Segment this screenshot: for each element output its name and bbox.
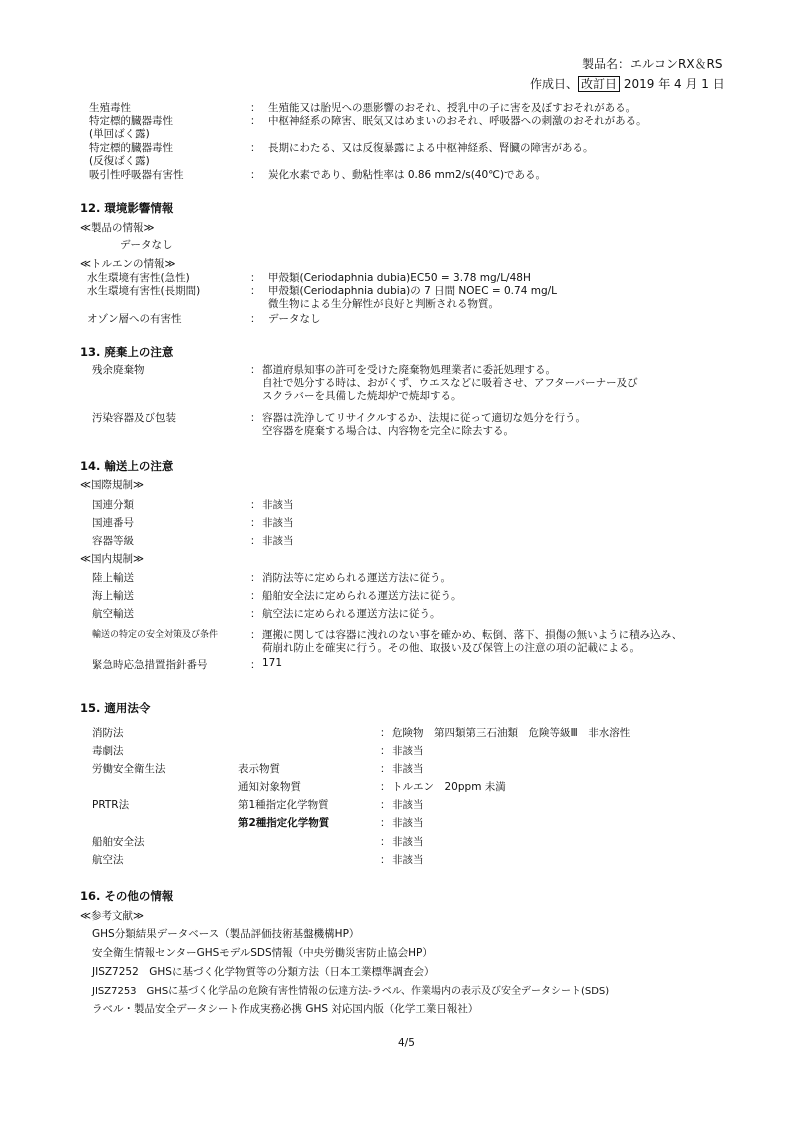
tox-value-reproductive: 生殖能又は胎児への悪影響のおそれ、授乳中の子に害を及ぼすおそれがある。 [268, 102, 637, 114]
tox-sub-stot-repeat: (反復ばく露) [89, 155, 150, 167]
references-heading: ≪参考文献≫ [80, 910, 144, 922]
residual-waste-label: 残余廃棄物 [92, 364, 145, 376]
page-number: 4/5 [398, 1037, 415, 1049]
colon: ： [380, 817, 391, 829]
sea-transport-value: 船舶安全法に定められる運送方法に従う。 [262, 590, 462, 602]
law-class2-value: 非該当 [392, 817, 424, 829]
colon: ： [250, 285, 261, 297]
colon: ： [250, 272, 261, 284]
colon: ： [250, 590, 261, 602]
section-13-title: 13. 廃棄上の注意 [80, 345, 174, 359]
law-item-labeling: 表示物質 [238, 763, 280, 775]
law-item-class2: 第2種指定化学物質 [238, 817, 330, 829]
date-prefix: 作成日、 [530, 77, 579, 91]
toluene-info-heading: ≪トルエンの情報≫ [80, 258, 176, 270]
law-ship-safety: 船舶安全法 [92, 836, 145, 848]
emergency-guide-value: 171 [262, 657, 283, 669]
date-value: 2019 年 4 月 1 日 [623, 77, 725, 91]
domestic-regulation-heading: ≪国内規制≫ [80, 553, 144, 565]
colon: ： [250, 102, 261, 114]
law-prtr: PRTR法 [92, 799, 130, 811]
reference-item: 安全衛生情報センターGHSモデルSDS情報（中央労働災害防止協会HP） [92, 947, 433, 959]
colon: ： [250, 517, 261, 529]
tox-value-stot-single: 中枢神経系の障害、眠気又はめまいのおそれ、呼吸器への刺激のおそれがある。 [268, 115, 647, 127]
residual-waste-line-3: スクラバーを具備した焼却炉で焼却する。 [262, 390, 462, 402]
colon: ： [250, 169, 261, 181]
un-number-value: 非該当 [262, 517, 294, 529]
container-line-1: 容器は洗浄してリサイクルするか、法規に従って適切な処分を行う。 [262, 412, 587, 424]
section-14-title: 14. 輸送上の注意 [80, 459, 174, 473]
ozone-label: オゾン層への有害性 [87, 313, 182, 325]
law-fire-service: 消防法 [92, 727, 124, 739]
section-15-title: 15. 適用法令 [80, 701, 151, 715]
colon: ： [250, 115, 261, 127]
law-item-notification: 通知対象物質 [238, 781, 301, 793]
ozone-value: データなし [268, 313, 321, 325]
law-aviation: 航空法 [92, 854, 124, 866]
no-data-text: データなし [120, 239, 173, 251]
law-poison: 毒劇法 [92, 745, 124, 757]
residual-waste-line-1: 都道府県知事の許可を受けた廃棄物処理業者に委託処理する。 [262, 364, 556, 376]
colon: ： [380, 854, 391, 866]
reference-item: ラベル・製品安全データシート作成実務必携 GHS 対応国内版（化学工業日報社） [92, 1003, 479, 1015]
law-fire-service-value: 危険物 第四類第三石油類 危険等級Ⅲ 非水溶性 [392, 727, 631, 739]
aquatic-acute-label: 水生環境有害性(急性) [87, 272, 190, 284]
land-transport-label: 陸上輸送 [92, 572, 134, 584]
air-transport-label: 航空輸送 [92, 608, 134, 620]
law-industrial-safety: 労働安全衛生法 [92, 763, 166, 775]
container-line-2: 空容器を廃棄する場合は、内容物を完全に除去する。 [262, 425, 514, 437]
sea-transport-label: 海上輸送 [92, 590, 134, 602]
contaminated-container-label: 汚染容器及び包装 [92, 412, 176, 424]
colon: ： [250, 412, 261, 424]
colon: ： [380, 745, 391, 757]
product-name: 製品名：エルコンRX＆RS [582, 57, 723, 71]
revision-date [530, 75, 725, 92]
law-class1-value: 非該当 [392, 799, 424, 811]
tox-label-stot-single: 特定標的臓器毒性 [89, 115, 173, 127]
tox-value-aspiration: 炭化水素であり、動粘性率は 0.86 mm2/s(40℃)である。 [268, 169, 547, 181]
tox-sub-stot-single: (単回ばく露) [89, 128, 150, 140]
colon: ： [250, 572, 261, 584]
colon: ： [250, 608, 261, 620]
reference-item: JISZ7252 GHSに基づく化学物質等の分類方法（日本工業標準調査会） [92, 966, 435, 978]
colon: ： [250, 659, 261, 671]
colon: ： [380, 727, 391, 739]
law-item-class1: 第1種指定化学物質 [238, 799, 329, 811]
revision-box: 改訂日 [578, 76, 620, 92]
law-notification-value: トルエン 20ppm 未満 [392, 781, 506, 793]
section-16-title: 16. その他の情報 [80, 889, 174, 903]
tox-label-stot-repeat: 特定標的臓器毒性 [89, 142, 173, 154]
law-labeling-value: 非該当 [392, 763, 424, 775]
section-12-title: 12. 環境影響情報 [80, 201, 174, 215]
aquatic-acute-value: 甲殻類(Ceriodaphnia dubia)EC50 = 3.78 mg/L/48H [268, 272, 531, 284]
aquatic-chronic-value-2: 微生物による生分解性が良好と判断される物質。 [268, 298, 499, 310]
aquatic-chronic-value: 甲殻類(Ceriodaphnia dubia)の 7 日間 NOEC = 0.74 mg/L [268, 285, 557, 297]
reference-item: JISZ7253 GHSに基づく化学品の危険有害性情報の伝達方法-ラベル、作業場内の表示及び安全データシート(SDS) [92, 986, 610, 997]
special-precautions-line-2: 荷崩れ防止を確実に行う。その他、取扱い及び保管上の注意の項の記載による。 [262, 642, 640, 654]
colon: ： [250, 364, 261, 376]
colon: ： [250, 313, 261, 325]
law-poison-value: 非該当 [392, 745, 424, 757]
un-class-value: 非該当 [262, 499, 294, 511]
colon: ： [380, 836, 391, 848]
special-precautions-label: 輸送の特定の安全対策及び条件 [92, 630, 219, 640]
law-ship-safety-value: 非該当 [392, 836, 424, 848]
aquatic-chronic-label: 水生環境有害性(長期間) [87, 285, 201, 297]
colon: ： [250, 629, 261, 641]
emergency-guide-label: 緊急時応急措置指針番号 [92, 659, 208, 671]
colon: ： [250, 499, 261, 511]
colon: ： [250, 535, 261, 547]
colon: ： [380, 781, 391, 793]
product-info-heading: ≪製品の情報≫ [80, 222, 155, 234]
law-aviation-value: 非該当 [392, 854, 424, 866]
colon: ： [380, 799, 391, 811]
tox-label-aspiration: 吸引性呼吸器有害性 [89, 169, 184, 181]
colon: ： [380, 763, 391, 775]
un-number-label: 国連番号 [92, 517, 134, 529]
packing-group-label: 容器等級 [92, 535, 134, 547]
air-transport-value: 航空法に定められる運送方法に従う。 [262, 608, 441, 620]
reference-item: GHS分類結果データベース（製品評価技術基盤機構HP） [92, 928, 360, 940]
land-transport-value: 消防法等に定められる運送方法に従う。 [262, 572, 451, 584]
intl-regulation-heading: ≪国際規制≫ [80, 479, 144, 491]
colon: ： [250, 142, 261, 154]
residual-waste-line-2: 自社で処分する時は、おがくず、ウエスなどに吸着させ、アフターバーナー及び [262, 377, 638, 389]
packing-group-value: 非該当 [262, 535, 294, 547]
tox-label-reproductive: 生殖毒性 [89, 102, 131, 114]
special-precautions-line-1: 運搬に関しては容器に洩れのない事を確かめ、転倒、落下、損傷の無いように積み込み、 [262, 629, 683, 641]
tox-value-stot-repeat: 長期にわたる、又は反復暴露による中枢神経系、腎臓の障害がある。 [268, 142, 594, 154]
un-class-label: 国連分類 [92, 499, 134, 511]
